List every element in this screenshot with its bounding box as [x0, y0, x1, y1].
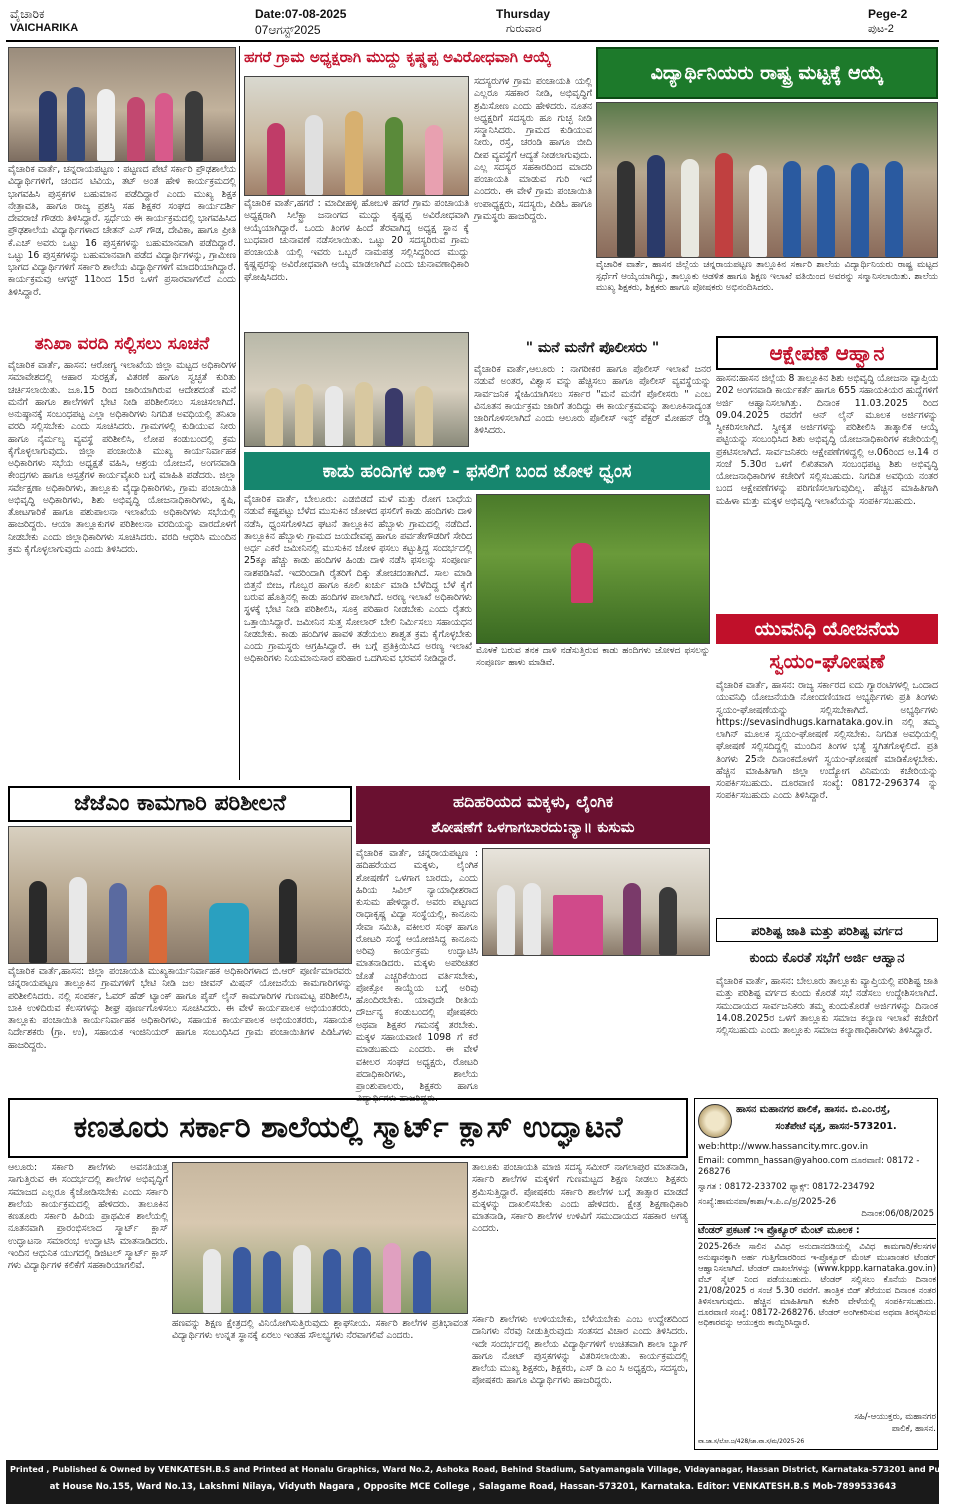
- jjm-headline: ಜೆಜೆಎಂ ಕಾಮಗಾರಿ ಪರಿಶೀಲನೆ: [8, 786, 352, 822]
- police-photo: [244, 332, 469, 447]
- yuvanidhi-headline-1: ಯುವನಿಧಿ ಯೋಜನೆಯ: [716, 614, 938, 644]
- sc-meeting-headline-2: ಕುಂದು ಕೊರತೆ ಸಭೆಗೆ ಅರ್ಜಿ ಆಹ್ವಾನ: [749, 951, 905, 966]
- footer-line-1: Printed , Published & Owned by VENKATESH.B.S and Printed at Honalu Graphics, Ward No.2, Ashoka Road, Behind Stadium, Satyamangala Village, Vidayanagar, Hassan District, Karnataka-573201 and Published: [10, 1464, 973, 1474]
- smart-class-headline: ಕಣತೂರು ಸರ್ಕಾರಿ ಶಾಲೆಯಲ್ಲಿ ಸ್ಮಾರ್ಟ್ ಕ್ಲಾಸ್ ಉದ್ಘಾಟನೆ: [73, 1110, 623, 1145]
- masthead-date-en: Date:07-08-2025: [255, 7, 347, 21]
- masthead-page-en: Pege-2: [868, 7, 908, 21]
- tender-notice-title: ಟೆಂಡರ್ ಪ್ರಕಟಣೆ :ಇ ಪ್ರೊಕ್ಯೂರ್ ಮೆಂಟ್ ಮೂಲಕ :: [698, 1224, 936, 1239]
- tender-body: 2025-26ನೇ ಸಾಲಿನ ವಿವಿಧ ಅನುದಾನದಡಿಯಲ್ಲಿ ವಿವಿಧ ಕಾಮಗಾರಿ/ಕೆಲಸಗಳ ಅನುಷ್ಠಾನಕ್ಕಾಗಿ ಅರ್ಹ ಗುತ್ತಿಗೆದಾರರಿಂದ ಇ-ಪ್ರೊಕ್ಯೂರ್ ಮೆಂಟ್ ಮುಖಾಂತರ ಟೆಂಡರ್ ಆಹ್ವಾನಿಸಲಾಗಿದೆ. ಟೆಂಡರ್ ದಾಖಲೆಗಳನ್ನು (www.kppp.karnataka.gov.in) ವೆಬ್ ಸೈಟ್ ನಿಂದ ಪಡೆಯಬಹುದು. ಟೆಂಡರ್ ಸಲ್ಲಿಸಲು ಕೊನೆಯ ದಿನಾಂಕ 21/08/2025 ರ ಸಂಜೆ 5.30 ರವರೆಗೆ. ತಾಂತ್ರಿಕ ಬಿಡ್ ತೆರೆಯುವ ದಿನಾಂಕ ನಂತರ ತಿಳಿಸಲಾಗುವುದು. ಹೆಚ್ಚಿನ ಮಾಹಿತಿಗಾಗಿ ಕಚೇರಿ ವೇಳೆಯಲ್ಲಿ ಸಂಪರ್ಕಿಸಬಹುದು. ದೂರವಾಣಿ ಸಂಖ್ಯೆ: 08172-268276. ಟೆಂಡರ್ ಅಂಗೀಕರಿಸುವ ಅಥವಾ ತಿರಸ್ಕರಿಸುವ ಅಧಿಕಾರವನ್ನು ಆಯುಕ್ತರು ಕಾಯ್ದಿರಿಸಿದ್ದಾರೆ.: [698, 1241, 936, 1328]
- students-photo: [8, 47, 236, 162]
- smart-class-col1: ಆಲೂರು: ಸರ್ಕಾರಿ ಶಾಲೆಗಳು ಅವನತಿಯತ್ತ ಸಾಗುತ್ತಿರುವ ಈ ಸಂದರ್ಭದಲ್ಲಿ ಶಾಲೆಗಳ ಅಭಿವೃದ್ಧಿಗೆ ಸಮಾಜದ ಎಲ್ಲರೂ ಕೈಜೋಡಿಸಬೇಕು ಎಂದು ಸರ್ಕಾರಿ ಶಾಲೆಯ ಕಾರ್ಯಕ್ರಮದಲ್ಲಿ ಹೇಳಿದರು. ತಾಲೂಕಿನ ಕಣತೂರು ಸರ್ಕಾರಿ ಹಿರಿಯ ಪ್ರಾಥಮಿಕ ಶಾಲೆಯಲ್ಲಿ ನೂತನವಾಗಿ ಪ್ರಾರಂಭಿಸಲಾದ ಸ್ಮಾರ್ಟ್ ಕ್ಲಾಸ್ ಉದ್ಘಾಟನಾ ಸಮಾರಂಭ ಉದ್ಘಾಟಿಸಿ ಮಾತನಾಡಿದರು. ಇಂದಿನ ಆಧುನಿಕ ಯುಗದಲ್ಲಿ ಡಿಜಿಟಲ್ ಸ್ಮಾರ್ಟ್ ಕ್ಲಾಸ್ ಗಳು ವಿದ್ಯಾರ್ಥಿಗಳ ಕಲಿಕೆಗೆ ಸಹಕಾರಿಯಾಗಲಿವೆ.: [8, 1162, 168, 1272]
- tender-date: ದಿನಾಂಕ:06/08/2025: [861, 1209, 934, 1219]
- tender-web: web:http://www.hassancity.mrc.gov.in: [698, 1142, 869, 1152]
- children-headline-2: ಶೋಷಣೆಗೆ ಒಳಗಾಗಬಾರದು:ನ್ಯಾ॥ ಕುಸುಮ: [431, 820, 635, 836]
- col-divider-1: [239, 46, 240, 780]
- masthead-rule: [6, 40, 939, 42]
- police-headline: " ಮನೆ ಮನೆಗೆ ಪೊಲೀಸರು ": [525, 340, 660, 356]
- tender-signature-1: ಸಹಿ/-ಆಯುಕ್ತರು, ಮಹಾನಗರ: [854, 1412, 936, 1422]
- tender-org-2: ಸಂತೆಪೇಟೆ ವೃತ್ತ, ಹಾಸನ-573201.: [775, 1121, 897, 1132]
- children-photo: [482, 848, 710, 956]
- footer-line-2: at House No.155, Ward No.13, Lakshmi Nilaya, Vidyuth Nagara , Opposite MCE College , Salagame Road, Hassan-573201, Karnataka. Editor: VENKATESH.B.S Mob-7899533643: [49, 1482, 897, 1492]
- objection-headline: ಆಕ್ಷೇಪಣೆ ಆಹ್ವಾನ: [769, 341, 885, 365]
- tender-phone: ಸ್ವಾಗತ : 08172-233702 ಫ್ಯಾಕ್ಸ್: 08172-234792: [698, 1182, 875, 1192]
- masthead-day-en: Thursday: [496, 7, 551, 21]
- jjm-photo: [8, 826, 352, 964]
- smart-class-col2: ಹಣವನ್ನು ಶಿಕ್ಷಣ ಕ್ಷೇತ್ರದಲ್ಲಿ ವಿನಿಯೋಗಿಸುತ್ತಿರುವುದು ಶ್ಲಾಘನೀಯ. ಸರ್ಕಾರಿ ಶಾಲೆಗಳ ಪ್ರತಿಭಾವಂತ ವಿದ್ಯಾರ್ಥಿಗಳು ಉನ್ನತ ಸ್ಥಾನಕ್ಕೆ ಏರಲು ಇಂತಹ ಸೌಲಭ್ಯಗಳು ನೆರವಾಗಲಿವೆ ಎಂದರು.: [172, 1318, 468, 1342]
- corn-caption: ಮೊಳಕೆ ಬರುವ ತನಕ ದಾಳಿ ನಡೆಸುತ್ತಿರುವ ಕಾಡು ಹಂದಿಗಳು ಜೋಳದ ಫಸಲನ್ನು ಸಂಪೂರ್ಣ ಹಾಳು ಮಾಡಿವೆ.: [476, 646, 710, 668]
- hagare-headline: ಹಗರೆ ಗ್ರಾಮ ಅಧ್ಯಕ್ಷರಾಗಿ ಮುದ್ದು ಕೃಷ್ಣಪ್ಪ ಅವಿರೋಧವಾಗಿ ಆಯ್ಕೆ: [244, 48, 552, 66]
- wild-boar-headline: ಕಾಡು ಹಂದಿಗಳ ದಾಳಿ - ಫಸಲಿಗೆ ಬಂದ ಜೋಳ ಧ್ವಂಸ: [244, 452, 710, 490]
- yuvanidhi-headline-2: ಸ್ವಯಂ-ಘೋಷಣೆ: [769, 649, 885, 673]
- tender-signature-2: ಪಾಲಿಕೆ, ಹಾಸನ.: [891, 1424, 936, 1434]
- sc-meeting-article: ವೈಚಾರಿಕ ವಾರ್ತೆ, ಹಾಸನ: ಬೇಲೂರು ತಾಲ್ಲೂಕು ವ್ಯಾಪ್ತಿಯಲ್ಲಿ ಪರಿಶಿಷ್ಟ ಜಾತಿ ಮತ್ತು ಪರಿಶಿಷ್ಟ ವರ್ಗದ ಕುಂದು ಕೊರತೆ ಸಭೆ ನಡೆಸಲು ಉದ್ದೇಶಿಸಲಾಗಿದೆ. ಸಮುದಾಯದ ಸಾರ್ವಜನಿಕರು ತಮ್ಮ ಕುಂದುಕೊರತೆ ಅರ್ಜಿಗಳನ್ನು ದಿನಾಂಕ 14.08.2025ರ ಒಳಗೆ ತಾಲ್ಲೂಕು ಸಮಾಜ ಕಲ್ಯಾಣ ಇಲಾಖೆ ಕಚೇರಿಗೆ ಸಲ್ಲಿಸಬಹುದು ಎಂದು ತಾಲ್ಲೂಕು ಸಮಾಜ ಕಲ್ಯಾಣಾಧಿಕಾರಿಗಳು ತಿಳಿಸಿದ್ದಾರೆ.: [716, 976, 938, 1037]
- smart-class-col4: ಸರ್ಕಾರಿ ಶಾಲೆಗಳು ಉಳಿಯಬೇಕು, ಬೆಳೆಯಬೇಕು ಎಂಬ ಉದ್ದೇಶದಿಂದ ದಾನಿಗಳು ನೆರವು ನೀಡುತ್ತಿರುವುದು ಸಂತಸದ ವಿಚಾರ ಎಂದು ತಿಳಿಸಿದರು. ಇದೇ ಸಂದರ್ಭದಲ್ಲಿ ಶಾಲೆಯ ವಿದ್ಯಾರ್ಥಿಗಳಿಗೆ ಉಚಿತವಾಗಿ ಶಾಲಾ ಬ್ಯಾಗ್ ಹಾಗೂ ನೋಟ್ ಪುಸ್ತಕಗಳನ್ನು ವಿತರಿಸಲಾಯಿತು. ಕಾರ್ಯಕ್ರಮದಲ್ಲಿ ಶಾಲೆಯ ಮುಖ್ಯ ಶಿಕ್ಷಕರು, ಶಿಕ್ಷಕರು, ಎಸ್ ಡಿ ಎಂ ಸಿ ಅಧ್ಯಕ್ಷರು, ಸದಸ್ಯರು, ಪೋಷಕರು ಹಾಗೂ ವಿದ್ಯಾರ್ಥಿಗಳು ಹಾಜರಿದ್ದರು.: [472, 1314, 688, 1387]
- probe-report-headline: ತನಿಖಾ ವರದಿ ಸಲ್ಲಿಸಲು ಸೂಚನೆ: [34, 334, 210, 354]
- tender-logo: [698, 1104, 732, 1138]
- children-article-1: ವೈಚಾರಿಕ ವಾರ್ತೆ, ಚನ್ನರಾಯಪಟ್ಟಣ : ಹದಿಹರೆಯದ ಮಕ್ಕಳು, ಲೈಂಗಿಕ ಶೋಷಣೆಗೆ ಒಳಗಾಗ ಬಾರದು, ಎಂದು ಹಿರಿಯ ಸಿವಿಲ್ ನ್ಯಾಯಾಧೀಶರಾದ ಕುಸುಮ ಹೇಳಿದ್ದಾರೆ. ಅವರು ಪಟ್ಟಣದ ರಾಧಾಕೃಷ್ಣ ವಿದ್ಯಾ ಸಂಸ್ಥೆಯಲ್ಲಿ, ಕಾನೂನು ಸೇವಾ ಸಮಿತಿ, ವಕೀಲರ ಸಂಘ ಹಾಗೂ ರೋಟರಿ ಸಂಸ್ಥೆ ಆಯೋಜಿಸಿದ್ದ ಕಾನೂನು ಅರಿವು ಕಾರ್ಯಕ್ರಮ ಉದ್ಘಾಟಿಸಿ ಮಾತನಾಡಿದರು. ಮಕ್ಕಳು ಅಪರಿಚಿತರ ಜೊತೆ ಎಚ್ಚರಿಕೆಯಿಂದ ವರ್ತಿಸಬೇಕು, ಪೋಕ್ಸೋ ಕಾಯ್ದೆಯ ಬಗ್ಗೆ ಅರಿವು ಹೊಂದಿರಬೇಕು. ಯಾವುದೇ ರೀತಿಯ ದೌರ್ಜನ್ಯ ಕಂಡುಬಂದಲ್ಲಿ ಪೋಷಕರು ಅಥವಾ ಶಿಕ್ಷಕರ ಗಮನಕ್ಕೆ ತರಬೇಕು. ಮಕ್ಕಳ ಸಹಾಯವಾಣಿ 1098 ಗೆ ಕರೆ ಮಾಡಬಹುದು ಎಂದರು. ಈ ವೇಳೆ ವಕೀಲರ ಸಂಘದ ಅಧ್ಯಕ್ಷರು, ರೋಟರಿ ಪದಾಧಿಕಾರಿಗಳು, ಶಾಲೆಯ ಪ್ರಾಂಶುಪಾಲರು, ಶಿಕ್ಷಕರು ಹಾಗೂ ವಿದ್ಯಾರ್ಥಿಗಳು ಹಾಜರಿದ್ದರು.: [356, 848, 478, 1105]
- national-headline: ವಿದ್ಯಾರ್ಥಿನಿಯರು ರಾಷ್ಟ್ರ ಮಟ್ಟಕ್ಕೆ ಆಯ್ಕೆ: [596, 47, 938, 99]
- students-article: ವೈಚಾರಿಕ ವಾರ್ತೆ, ಚನ್ನರಾಯಪಟ್ಟಣ : ಪಟ್ಟಣದ ಪೇಟೆ ಸರ್ಕಾರಿ ಪ್ರೌಢಶಾಲೆಯ ವಿದ್ಯಾರ್ಥಿಗಳಿಗೆ, ಚಂದನ ಟಿವಿಯ, ತಟ್ ಅಂತ ಹೇಳಿ ಕಾರ್ಯಕ್ರಮದಲ್ಲಿ ಭಾಗವಹಿಸಿ ಪುಸ್ತಕಗಳ ಬಹುಮಾನ ಪಡೆದಿದ್ದಾರೆ ಎಂದು ಮುಖ್ಯ ಶಿಕ್ಷಕ ನೇತ್ರಾವತಿ, ಹಾಗೂ ರಾಜ್ಯ ಪ್ರಶಸ್ತಿ ಸಹ ಶಿಕ್ಷಕರ ಸಂಘದ ಕಾರ್ಯದರ್ಶಿ ದೇವರಾಜೆ ಗೌಡರು ತಿಳಿಸಿದ್ದಾರೆ. ಸ್ಪರ್ಧೆಯ ಈ ಕಾರ್ಯಕ್ರಮದಲ್ಲಿ ಭಾಗವಹಿಸಿದ ಪ್ರೌಢಶಾಲೆಯ ವಿದ್ಯಾರ್ಥಿಗಳಾದ ಚೇತನ್ ಎಸ್ ಗೌಡ, ದೇವಿಕಾ, ಹಾಗೂ ಪ್ರೀತಿ ಕೆ.ಎಚ್ ಅವರು ಒಟ್ಟು 16 ಪುಸ್ತಕಗಳನ್ನು ಬಹುಮಾನವಾಗಿ ಪಡೆದಿದ್ದಾರೆ. ಒಟ್ಟು 16 ಪುಸ್ತಕಗಳನ್ನು ಬಹುಮಾನವಾಗಿ ಪಡೆದ ವಿದ್ಯಾರ್ಥಿಗಳನ್ನು, ಗ್ರಾಮೀಣ ಭಾಗದ ವಿದ್ಯಾರ್ಥಿಗಳಿಗೆ ಸರ್ಕಾರಿ ಶಾಲೆಯ ವಿದ್ಯಾರ್ಥಿಗಳಿಗೆ ಮಾದರಿಯಾಗಿದ್ದಾರೆ. ಕಾರ್ಯಕ್ರಮವು ಆಗಸ್ಟ್ 11ರಿಂದ 15ರ ಒಳಗೆ ಪ್ರಸಾರವಾಗಲಿದೆ ಎಂದು ತಿಳಿಸಿದ್ದಾರೆ.: [8, 164, 236, 298]
- masthead-name-kn: ವೈಚಾರಿಕ: [10, 7, 45, 21]
- hagare-photo: [244, 76, 469, 196]
- hagare-article-1: ವೈಚಾರಿಕ ವಾರ್ತೆ,ಹಗರೆ : ಮಾದೀಹಳ್ಳಿ ಹೋಬಳಿ ಹಗರೆ ಗ್ರಾಮ ಪಂಚಾಯತಿ ಅಧ್ಯಕ್ಷರಾಗಿ ಸಿಲೆಕ್ಟ್ರಾ ಜನಾಂಗದ ಮುದ್ದು ಕೃಷ್ಣಪ್ಪ ಅವಿರೋಧವಾಗಿ ಆಯ್ಕೆಯಾಗಿದ್ದಾರೆ. ಒಂದು ತಿಂಗಳ ಹಿಂದೆ ತೆರವಾಗಿದ್ದ ಅಧ್ಯಕ್ಷ ಸ್ಥಾನ ಕ್ಕೆ ಬುಧವಾರ ಚುನಾವಣೆ ನಡೆಸಲಾಯಿತು. ಒಟ್ಟು 20 ಸದಸ್ಯರಿರುವ ಗ್ರಾಮ ಪಂಚಾಯತಿ ಯಲ್ಲಿ ಇವರು ಒಬ್ಬರೆ ನಾಮಪತ್ರ ಸಲ್ಲಿಸಿದ್ದರಿಂದ ಮುದ್ದು ಕೃಷ್ಣಪ್ಪರನ್ನು ಅವಿರೋಧವಾಗಿ ಆಯ್ಕೆ ಮಾಡಲಾಗಿದೆ ಎಂದು ಚುನಾವಣಾಧಿಕಾರಿ ಘೋಷಿಸಿದರು.: [244, 198, 469, 283]
- smart-class-photo: [172, 1162, 468, 1314]
- masthead-day-kn: ಗುರುವಾರ: [506, 23, 542, 35]
- children-headline-1: ಹದಿಹರಿಯದ ಮಕ್ಕಳು, ಲೈಂಗಿಕ: [452, 792, 614, 811]
- tender-org-1: ಹಾಸನ ಮಹಾನಗರ ಪಾಲಿಕೆ, ಹಾಸನ. ಬಿ.ಎಂ.ರಸ್ತೆ,: [736, 1104, 891, 1115]
- hagare-article-2: ಸದಸ್ಯರುಗಳ ಗ್ರಾಮ ಪಂಚಾಯತಿ ಯಲ್ಲಿ ಎಲ್ಲರೂ ಸಹಕಾರ ನೀಡಿ, ಅಭಿವೃದ್ಧಿಗೆ ಶ್ರಮಿಸೋಣ ಎಂದು ಹೇಳಿದರು. ನೂತನ ಅಧ್ಯಕ್ಷರಿಗೆ ಸದಸ್ಯರು ಹೂ ಗುಚ್ಛ ನೀಡಿ ಸನ್ಮಾನಿಸಿದರು. ಗ್ರಾಮದ ಕುಡಿಯುವ ನೀರು, ರಸ್ತೆ, ಚರಂಡಿ ಹಾಗೂ ಬೀದಿ ದೀಪ ವ್ಯವಸ್ಥೆಗೆ ಆದ್ಯತೆ ನೀಡಲಾಗುವುದು. ಎಲ್ಲ ಸದಸ್ಯರ ಸಹಕಾರದಿಂದ ಮಾದರಿ ಪಂಚಾಯತಿ ಮಾಡುವ ಗುರಿ ಇದೆ ಎಂದರು. ಈ ವೇಳೆ ಗ್ರಾಮ ಪಂಚಾಯಿತಿ ಉಪಾಧ್ಯಕ್ಷರು, ಸದಸ್ಯರು, ಪಿಡಿಓ ಹಾಗೂ ಗ್ರಾಮಸ್ಥರು ಹಾಜರಿದ್ದರು.: [474, 76, 592, 222]
- jjm-article: ವೈಚಾರಿಕ ವಾರ್ತೆ,ಹಾಸನ: ಜಿಲ್ಲಾ ಪಂಚಾಯತಿ ಮುಖ್ಯಕಾರ್ಯನಿರ್ವಾಹಕ ಅಧಿಕಾರಿಗಳಾದ ಬಿ.ಆರ್ ಪೂರ್ಣಿಮಾರವರು ಚನ್ನರಾಯಪಟ್ಟಣ ತಾಲ್ಲೂಕಿನ ಗ್ರಾಮಗಳಿಗೆ ಭೇಟಿ ನೀಡಿ ಜಲ ಜೀವನ್ ಮಿಷನ್ ಯೋಜನೆಯ ಕಾಮಗಾರಿಗಳನ್ನು ಪರಿಶೀಲಿಸಿದರು. ನಲ್ಲಿ ಸಂಪರ್ಕ, ಓವರ್ ಹೆಡ್ ಟ್ಯಾಂಕ್ ಹಾಗೂ ಪೈಪ್ ಲೈನ್ ಕಾಮಗಾರಿಗಳ ಗುಣಮಟ್ಟ ಪರಿಶೀಲಿಸಿ, ಬಾಕಿ ಉಳಿದಿರುವ ಕೆಲಸಗಳನ್ನು ಶೀಘ್ರ ಪೂರ್ಣಗೊಳಿಸಲು ಸೂಚಿಸಿದರು. ಈ ವೇಳೆ ಕಾರ್ಯಪಾಲಕ ಅಭಿಯಂತರರು, ತಾಲ್ಲೂಕು ಪಂಚಾಯಿತಿ ಕಾರ್ಯನಿರ್ವಾಹಕ ಅಧಿಕಾರಿಗಳು, ಸಹಾಯಕ ಕಾರ್ಯಪಾಲಕ ಅಭಿಯಂತರರು, ಸಹಾಯಕ ನಿರ್ದೇಶಕರು (ಗ್ರಾ. ಉ), ಸಹಾಯಕ ಇಂಜಿನಿಯರ್ ಹಾಗೂ ಸಂಬಂಧಿಸಿದ ಗ್ರಾಮ ಪಂಚಾಯಿತಿಗಳ ಪಿಡಿಓಗಳು ಹಾಜರಿದ್ದರು.: [8, 966, 352, 1051]
- tender-ref: ಸಂಖ್ಯೆ:ಹಾಮನಪಾ/ಕಾಶಾ/ಇ.ಪಿ.ಎ/ಪ್ರ/2025-26: [698, 1197, 837, 1207]
- yuvanidhi-article: ವೈಚಾರಿಕ ವಾರ್ತೆ, ಹಾಸನ: ರಾಜ್ಯ ಸರ್ಕಾರದ ಐದು ಗ್ಯಾರಂಟಿಗಳಲ್ಲಿ ಒಂದಾದ ಯುವನಿಧಿ ಯೋಜನೆಯಡಿ ನೋಂದಣಿಯಾದ ಅಭ್ಯರ್ಥಿಗಳು ಪ್ರತಿ ತಿಂಗಳು ಸ್ವಯಂ-ಘೋಷಣೆಯನ್ನು ಸಲ್ಲಿಸಬೇಕಾಗಿದೆ. ಅಭ್ಯರ್ಥಿಗಳು https://sevasindhugs.karnataka.gov.in ನಲ್ಲಿ ತಮ್ಮ ಲಾಗಿನ್ ಮೂಲಕ ಸ್ವಯಂ-ಘೋಷಣೆ ಸಲ್ಲಿಸಬೇಕು. ನಿಗದಿತ ಅವಧಿಯಲ್ಲಿ ಘೋಷಣೆ ಸಲ್ಲಿಸದಿದ್ದಲ್ಲಿ ಮುಂದಿನ ತಿಂಗಳ ಭತ್ಯೆ ಸ್ಥಗಿತಗೊಳ್ಳಲಿದೆ. ಪ್ರತಿ ತಿಂಗಳು 25ನೇ ದಿನಾಂಕದೊಳಗೆ ಸ್ವಯಂ-ಘೋಷಣೆ ಮಾಡಿಕೊಳ್ಳಬೇಕು. ಹೆಚ್ಚಿನ ಮಾಹಿತಿಗಾಗಿ ಜಿಲ್ಲಾ ಉದ್ಯೋಗ ವಿನಿಮಯ ಕಚೇರಿಯನ್ನು ಸಂಪರ್ಕಿಸಬಹುದು. ದೂರವಾಣಿ ಸಂಖ್ಯೆ: 08172-296374 ನ್ನು ಸಂಪರ್ಕಿಸಬಹುದು ಎಂದು ತಿಳಿಸಿದ್ದಾರೆ.: [716, 680, 938, 802]
- probe-report-article: ವೈಚಾರಿಕ ವಾರ್ತೆ, ಹಾಸನ: ಆರೋಗ್ಯ ಇಲಾಖೆಯ ಜಿಲ್ಲಾ ಮಟ್ಟದ ಅಧಿಕಾರಿಗಳ ಸಮಾವೇಶದಲ್ಲಿ ಆಹಾರ ಸುರಕ್ಷತೆ, ವಿತರಣೆ ಹಾಗೂ ಸ್ವಚ್ಛತೆ ಕುರಿತು ಚರ್ಚಿಸಲಾಯಿತು. ಜೂ.15 ರಿಂದ ಜಾರಿಯಾಗಿರುವ ಆದೇಶದಂತೆ ಮನೆ ಮನೆಗೆ ಹಾಗೂ ಶಾಲೆಗಳಿಗೆ ಭೇಟಿ ನೀಡಿ ಪರಿಶೀಲಿಸಲು ಸೂಚಿಸಲಾಗಿದೆ. ಅನುಷ್ಠಾನಕ್ಕೆ ಸಂಬಂಧಪಟ್ಟ ಎಲ್ಲಾ ಅಧಿಕಾರಿಗಳು ನಿಗದಿತ ಅವಧಿಯಲ್ಲಿ ತನಿಖಾ ವರದಿ ಸಲ್ಲಿಸಬೇಕು ಎಂದು ಸೂಚಿಸಿದರು. ಗ್ರಾಮಗಳಲ್ಲಿ ಕುಡಿಯುವ ನೀರು ಹಾಗೂ ನೈರ್ಮಲ್ಯ ವ್ಯವಸ್ಥೆ ಪರಿಶೀಲಿಸಿ, ಲೋಪ ಕಂಡುಬಂದಲ್ಲಿ ಕ್ರಮ ಕೈಗೊಳ್ಳಲಾಗುವುದು. ಜಿಲ್ಲಾ ಪಂಚಾಯಿತಿ ಮುಖ್ಯ ಕಾರ್ಯನಿರ್ವಾಹಕ ಅಧಿಕಾರಿಗಳು ಸಭೆಯ ಅಧ್ಯಕ್ಷತೆ ವಹಿಸಿ, ಆಶ್ರಯ ಯೋಜನೆ, ಅಂಗನವಾಡಿ ಕೇಂದ್ರಗಳು ಹಾಗೂ ಆಸ್ಪತ್ರೆಗಳ ಕಾರ್ಯವೈಖರಿ ಬಗ್ಗೆ ಮಾಹಿತಿ ಪಡೆದರು. ಜಿಲ್ಲಾ ಸರ್ವೇಕ್ಷಣಾ ಅಧಿಕಾರಿಗಳು, ತಾಲ್ಲೂಕು ವೈದ್ಯಾಧಿಕಾರಿಗಳು, ಗ್ರಾಮ ಪಂಚಾಯಿತಿ ಅಭಿವೃದ್ಧಿ ಅಧಿಕಾರಿಗಳು, ಶಿಶು ಅಭಿವೃದ್ಧಿ ಯೋಜನಾಧಿಕಾರಿಗಳು, ಕೃಷಿ, ತೋಟಗಾರಿಕೆ ಹಾಗೂ ಪಶುಪಾಲನಾ ಇಲಾಖೆಯ ಅಧಿಕಾರಿಗಳು ಸಭೆಯಲ್ಲಿ ಹಾಜರಿದ್ದರು. ಆಯಾ ತಾಲ್ಲೂಕುಗಳ ಪರಿಶೀಲನಾ ವರದಿಯನ್ನು ವಾರದೊಳಗೆ ನೀಡಬೇಕು ಎಂದು ಜಿಲ್ಲಾಧಿಕಾರಿಗಳು ಸೂಚಿಸಿದರು. ವರದಿ ಆಧರಿಸಿ ಮುಂದಿನ ಕ್ರಮ ಕೈಗೊಳ್ಳಲಾಗುವುದು ಎಂದು ತಿಳಿಸಿದರು.: [8, 360, 236, 555]
- objection-article: ಹಾಸನ:ಹಾಸನ ಜಿಲ್ಲೆಯ 8 ತಾಲ್ಲೂಕಿನ ಶಿಶು ಅಭಿವೃದ್ಧಿ ಯೋಜನಾ ವ್ಯಾಪ್ತಿಯ 202 ಅಂಗನವಾಡಿ ಕಾರ್ಯಕರ್ತೆ ಹಾಗೂ 655 ಸಹಾಯಕಿಯರ ಹುದ್ದೆಗಳಿಗೆ ಅರ್ಜಿ ಆಹ್ವಾನಿಸಲಾಗಿತ್ತು. ದಿನಾಂಕ 11.03.2025 ರಿಂದ 09.04.2025 ರವರೆಗೆ ಆನ್ ಲೈನ್ ಮೂಲಕ ಅರ್ಜಿಗಳನ್ನು ಸ್ವೀಕರಿಸಲಾಗಿದೆ. ಸ್ವೀಕೃತ ಅರ್ಜಿಗಳನ್ನು ಪರಿಶೀಲಿಸಿ ತಾತ್ಕಾಲಿಕ ಆಯ್ಕೆ ಪಟ್ಟಿಯನ್ನು ಸಂಬಂಧಿಸಿದ ಶಿಶು ಅಭಿವೃದ್ಧಿ ಯೋಜನಾಧಿಕಾರಿಗಳ ಕಚೇರಿಯಲ್ಲಿ ಪ್ರಕಟಿಸಲಾಗಿದೆ. ಸಾರ್ವಜನಿಕರು ಆಕ್ಷೇಪಣೆಗಳಿದ್ದಲ್ಲಿ ಆ.06ರಿಂದ ಆ.14 ರ ಸಂಜೆ 5.30ರ ಒಳಗೆ ಲಿಖಿತವಾಗಿ ಸಂಬಂಧಪಟ್ಟ ಶಿಶು ಅಭಿವೃದ್ಧಿ ಯೋಜನಾಧಿಕಾರಿಗಳ ಕಚೇರಿಗೆ ಸಲ್ಲಿಸಬಹುದು. ನಿಗದಿತ ಅವಧಿಯ ನಂತರ ಬಂದ ಆಕ್ಷೇಪಣೆಗಳನ್ನು ಪರಿಗಣಿಸಲಾಗುವುದಿಲ್ಲ. ಹೆಚ್ಚಿನ ಮಾಹಿತಿಗಾಗಿ ಮಹಿಳಾ ಮತ್ತು ಮಕ್ಕಳ ಅಭಿವೃದ್ಧಿ ಇಲಾಖೆಯನ್ನು ಸಂಪರ್ಕಿಸಬಹುದು.: [716, 373, 938, 507]
- sc-meeting-headline-1: ಪರಿಶಿಷ್ಟ ಜಾತಿ ಮತ್ತು ಪರಿಶಿಷ್ಟ ವರ್ಗದ: [716, 918, 938, 942]
- wild-boar-article: ವೈಚಾರಿಕ ವಾರ್ತೆ, ಬೇಲೂರು: ಎಡಬಿಡದೆ ಮಳೆ ಮತ್ತು ರೋಗ ಬಾಧೆಯ ನಡುವೆ ಕಷ್ಟಪಟ್ಟು ಬೆಳೆದ ಮುಸುಕಿನ ಜೋಳದ ಫಸಲಿಗೆ ಕಾಡು ಹಂದಿಗಳು ದಾಳಿ ನಡೆಸಿ, ಧ್ವಂಸಗೊಳಿಸಿದ ಘಟನೆ ತಾಲ್ಲೂಕಿನ ಹೆಬ್ಬಾಳು ಗ್ರಾಮದಲ್ಲಿ ನಡೆದಿದೆ. ತಾಲ್ಲೂಕಿನ ಹೆಬ್ಬಾಳು ಗ್ರಾಮದ ಜಯದೇವಪ್ಪ ಹಾಗೂ ಪರ್ವತೇಗೌಡರಿಗೆ ಸೇರಿದ ಅರ್ಧ ಎಕರೆ ಜಮೀನಿನಲ್ಲಿ ಮುಸುಕಿನ ಜೋಳ ಫಸಲು ಕಟ್ಟುತ್ತಿದ್ದ ಸಂದರ್ಭದಲ್ಲಿ 25ಕ್ಕೂ ಹೆಚ್ಚು ಕಾಡು ಹಂದಿಗಳ ಹಿಂಡು ದಾಳಿ ನಡೆಸಿ ಫಸಲನ್ನು ಸಂಪೂರ್ಣ ನಾಶಪಡಿಸಿವೆ. ಇದರಿಂದಾಗಿ ರೈತರಿಗೆ ದಿಕ್ಕು ತೋಚದಂತಾಗಿದೆ. ಸಾಲ ಮಾಡಿ ಬಿತ್ತನೆ ಬೀಜ, ಗೊಬ್ಬರ ಹಾಗೂ ಕೂಲಿ ಖರ್ಚು ಮಾಡಿ ಬೆಳೆದಿದ್ದ ಬೆಳೆ ಕೈಗೆ ಬರುವ ಹೊತ್ತಿನಲ್ಲಿ ಕಾಡು ಹಂದಿಗಳ ಪಾಲಾಗಿದೆ. ಅರಣ್ಯ ಇಲಾಖೆ ಅಧಿಕಾರಿಗಳು ಸ್ಥಳಕ್ಕೆ ಭೇಟಿ ನೀಡಿ ಪರಿಶೀಲಿಸಿ, ಸೂಕ್ತ ಪರಿಹಾರ ನೀಡಬೇಕು ಎಂದು ರೈತರು ಒತ್ತಾಯಿಸಿದ್ದಾರೆ. ಜಮೀನಿನ ಸುತ್ತ ಸೋಲಾರ್ ಬೇಲಿ ನಿರ್ಮಿಸಲು ಸಹಾಯಧನ ನೀಡಬೇಕು. ಕಾಡು ಹಂದಿಗಳ ಹಾವಳಿ ತಡೆಯಲು ಶಾಶ್ವತ ಕ್ರಮ ಕೈಗೊಳ್ಳಬೇಕು ಎಂದು ಗ್ರಾಮಸ್ಥರು ಆಗ್ರಹಿಸಿದ್ದಾರೆ. ಈ ಬಗ್ಗೆ ಪ್ರತಿಕ್ರಿಯಿಸಿದ ಅರಣ್ಯ ಇಲಾಖೆ ಅಧಿಕಾರಿಗಳು ನಿಯಮಾನುಸಾರ ಪರಿಹಾರ ಒದಗಿಸುವ ಭರವಸೆ ನೀಡಿದ್ದಾರೆ.: [244, 494, 472, 665]
- masthead-name-en: VAICHARIKA: [10, 22, 79, 34]
- tender-footnote: ವಾ.ಜಾ.ಸ/ಲೋ.ಜ/428/ಜಾ.ವಾ.ಸ/ಮ/2025-26: [698, 1438, 805, 1445]
- masthead-date-kn: 07ಆಗಸ್ಟ್2025: [255, 23, 321, 37]
- police-article: ವೈಚಾರಿಕ ವಾರ್ತೆ,ಆಲೂರು : ನಾಗರೀಕರ ಹಾಗೂ ಪೊಲೀಸ್ ಇಲಾಖೆ ಜನರ ನಡುವೆ ಅಂತರ, ವಿಶ್ವಾಸ ವನ್ನು ಹೆಚ್ಚಿಸಲು ಹಾಗೂ ಪೊಲೀಸ್ ವ್ಯವಸ್ಥೆಯನ್ನು ಸಾರ್ವಜನಿಕ ಸ್ನೇಹಿಯಾಗಿಸಲು ಸರ್ಕಾರ "ಮನೆ ಮನೆಗೆ ಪೊಲೀಸರು " ಎಂಬ ವಿನೂತನ ಕಾರ್ಯಕ್ರಮ ಜಾರಿಗೆ ತಂದಿದ್ದು ಈ ಕಾರ್ಯಕ್ರಮವನ್ನು ತಾಲೂಕಿನಾದ್ಯಂತ ಜಾರಿಗೊಳಿಸಲಾಗಿದೆ ಎಂದು ಆಲೂರು ಪೊಲೀಸ್ ಇನ್ಸ್ ಪೆಕ್ಟರ್ ಮೋಹನ್ ರೆಡ್ಡಿ ತಿಳಿಸಿದರು.: [474, 364, 711, 437]
- masthead-page-kn: ಪುಟ-2: [868, 23, 894, 35]
- smart-class-col3: ತಾಲೂಕು ಪಂಚಾಯತಿ ಮಾಜಿ ಸದಸ್ಯ ಸಮೀರ್ ನಾಗಲಾಪುರ ಮಾತನಾಡಿ, ಸರ್ಕಾರಿ ಶಾಲೆಗಳ ಮಕ್ಕಳಿಗೆ ಗುಣಮಟ್ಟದ ಶಿಕ್ಷಣ ನೀಡಲು ಶಿಕ್ಷಕರು ಶ್ರಮಿಸುತ್ತಿದ್ದಾರೆ. ಪೋಷಕರು ಸರ್ಕಾರಿ ಶಾಲೆಗಳ ಬಗ್ಗೆ ತಾತ್ಸಾರ ಮಾಡದೆ ಮಕ್ಕಳನ್ನು ದಾಖಲಿಸಬೇಕು ಎಂದು ಹೇಳಿದರು. ಕ್ಷೇತ್ರ ಶಿಕ್ಷಣಾಧಿಕಾರಿ ಮಾತನಾಡಿ, ಸರ್ಕಾರಿ ಶಾಲೆಗಳ ಉಳಿವಿಗೆ ಸಮುದಾಯದ ಸಹಕಾರ ಅಗತ್ಯ ಎಂದರು.: [472, 1162, 688, 1235]
- tender-email: Email: commn_hassan@yahoo.com ದೂರವಾಣಿ: 08172 - 268276: [698, 1156, 920, 1178]
- corn-field-photo: [476, 494, 710, 644]
- national-caption: ವೈಚಾರಿಕ ವಾರ್ತೆ, ಹಾಸನ ಜಿಲ್ಲೆಯ ಚನ್ನರಾಯಪಟ್ಟಣ ತಾಲ್ಲೂಕಿನ ಸರ್ಕಾರಿ ಶಾಲೆಯ ವಿದ್ಯಾರ್ಥಿನಿಯರು ರಾಷ್ಟ್ರ ಮಟ್ಟದ ಸ್ಪರ್ಧೆಗೆ ಆಯ್ಕೆಯಾಗಿದ್ದು, ತಾಲ್ಲೂಕು ಆಡಳಿತ ಹಾಗೂ ಶಿಕ್ಷಣ ಇಲಾಖೆ ವತಿಯಿಂದ ಅವರನ್ನು ಸನ್ಮಾನಿಸಲಾಯಿತು. ಶಾಲೆಯ ಮುಖ್ಯ ಶಿಕ್ಷಕರು, ಶಿಕ್ಷಕರು ಹಾಗೂ ಪೋಷಕರು ಅಭಿನಂದಿಸಿದರು.: [596, 260, 938, 294]
- national-photo: [596, 102, 938, 258]
